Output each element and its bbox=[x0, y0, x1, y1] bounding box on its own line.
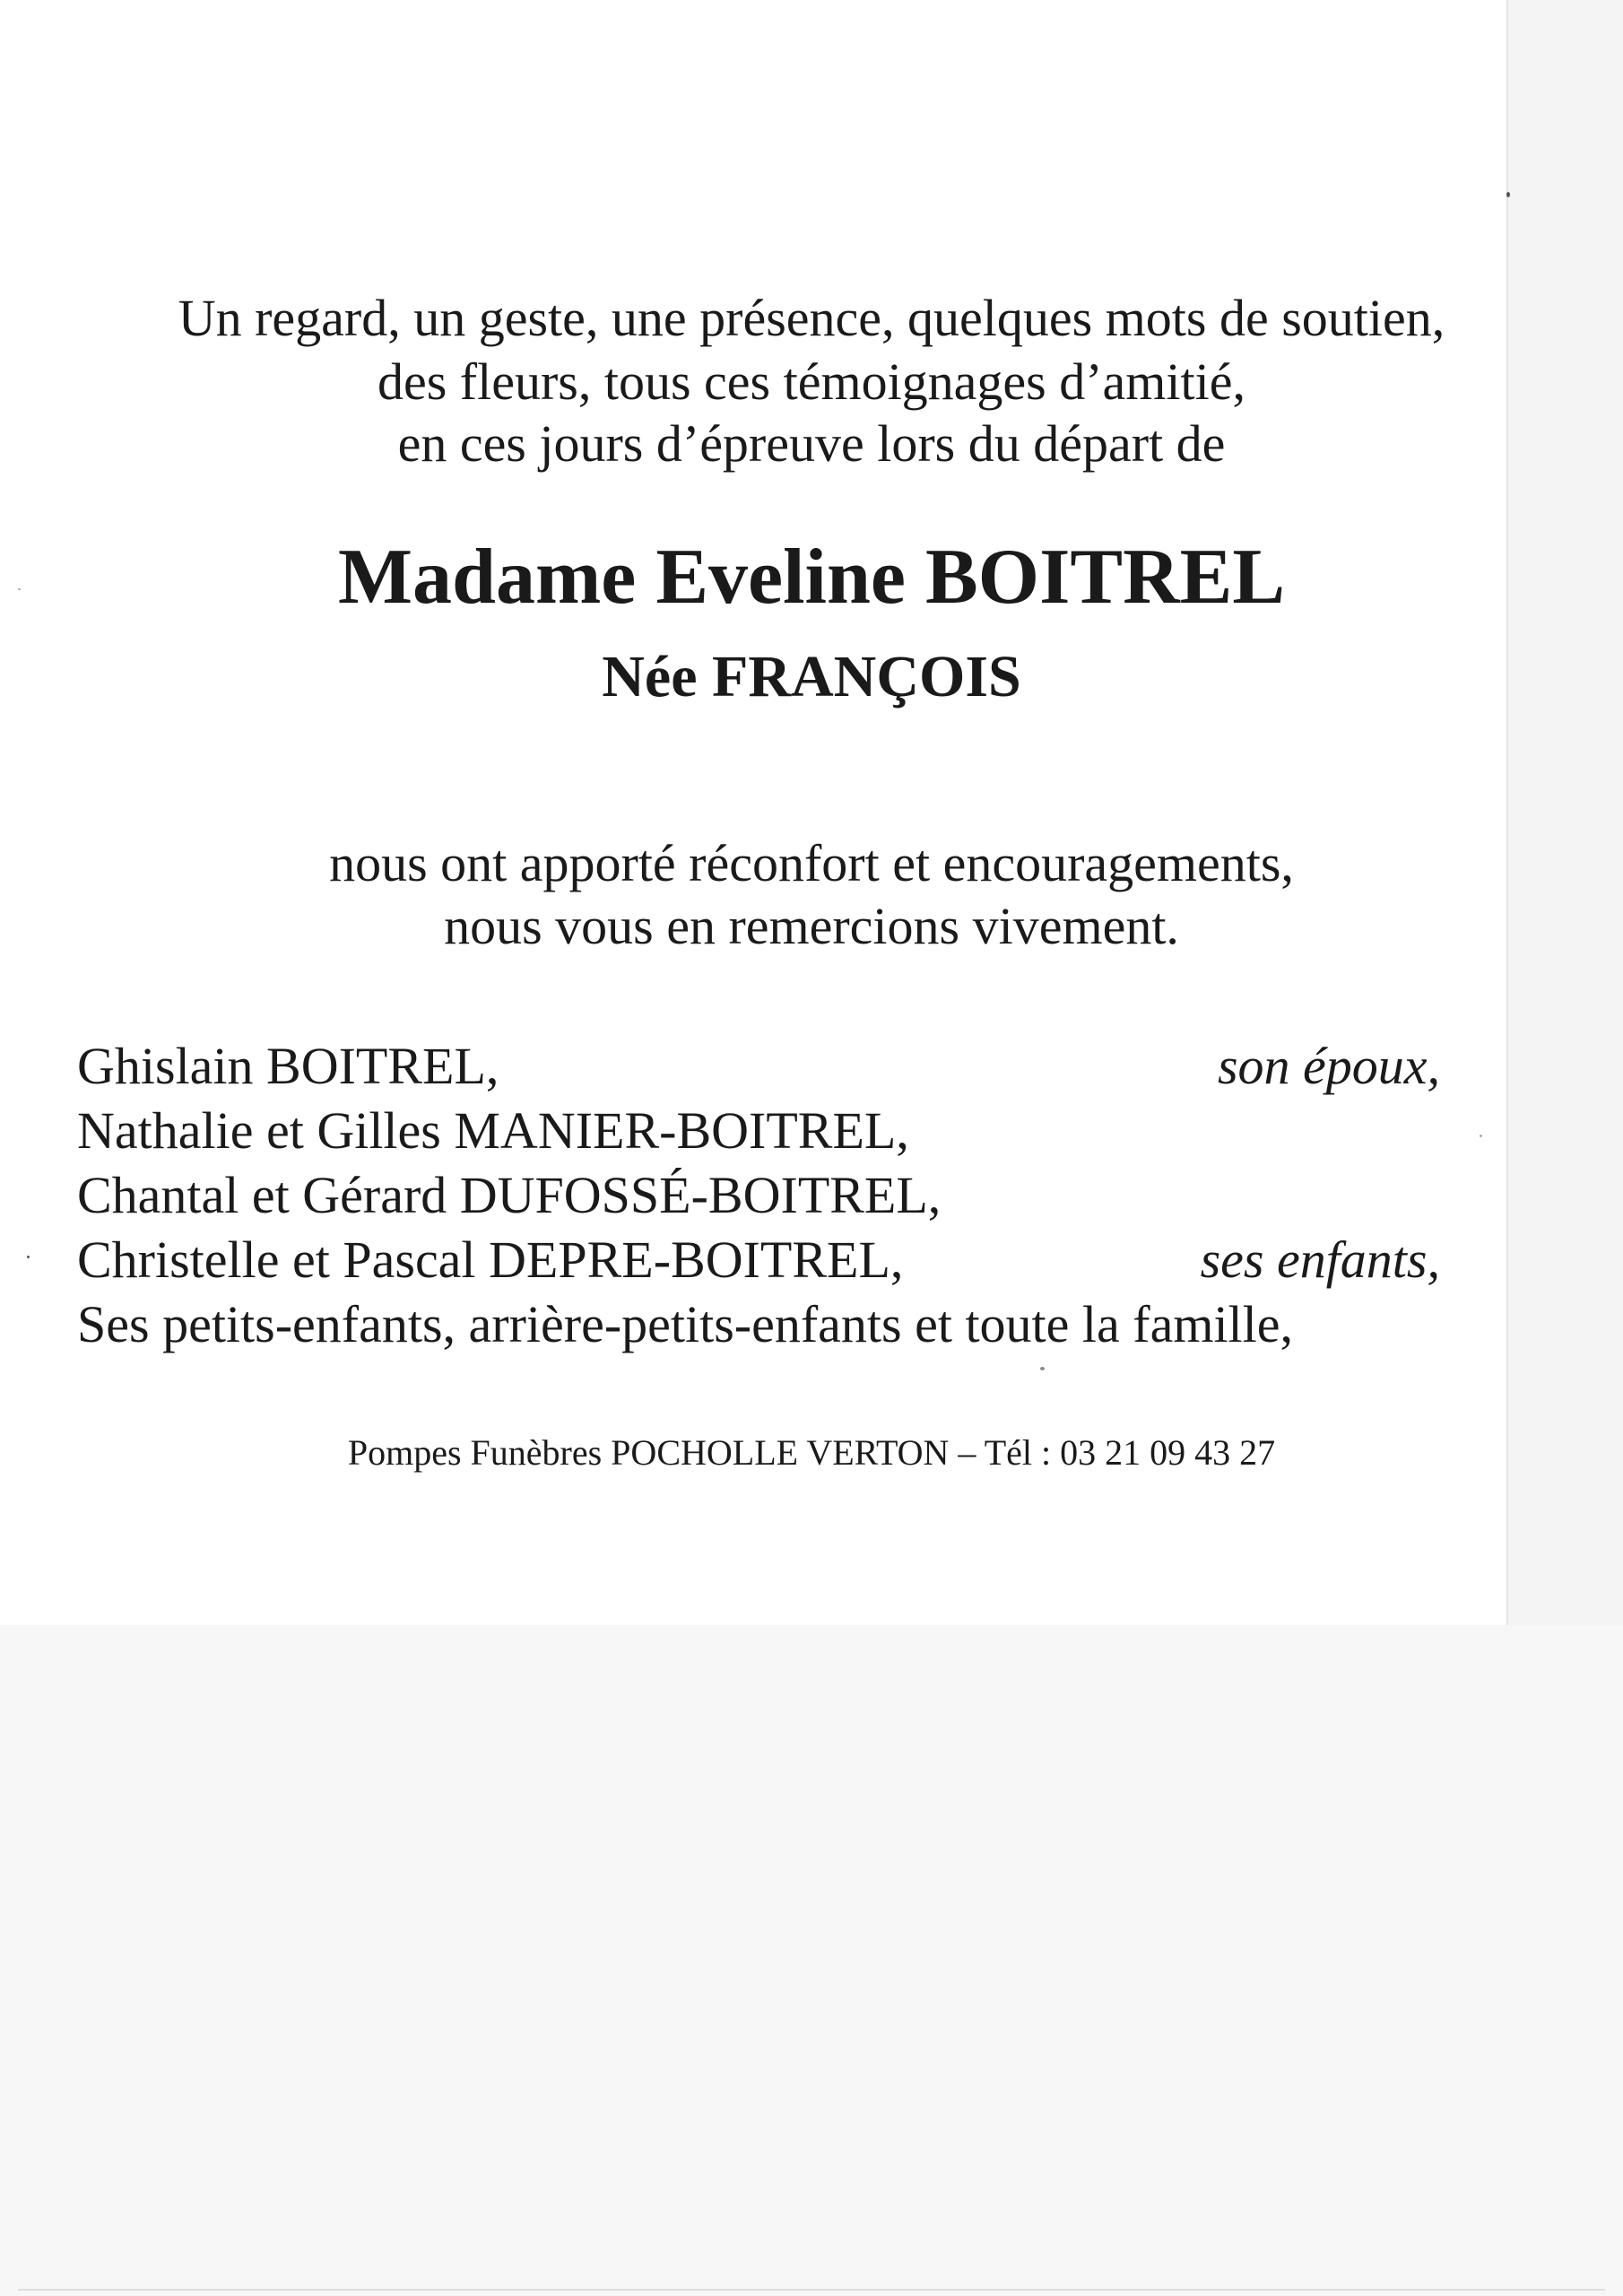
family-role: son époux, bbox=[1217, 1037, 1440, 1095]
maiden-name: Née FRANÇOIS bbox=[602, 644, 1021, 709]
thanks-line-2: nous vous en remercions vivement. bbox=[444, 897, 1179, 955]
family-names: Nathalie et Gilles MANIER-BOITREL, bbox=[77, 1101, 909, 1160]
family-names: Christelle et Pascal DEPRE-BOITREL, bbox=[77, 1231, 904, 1289]
thanks-line-1: nous ont apporté réconfort et encouragements, bbox=[329, 834, 1294, 892]
family-row bbox=[77, 1231, 1440, 1289]
family-row bbox=[77, 1101, 1440, 1160]
scan-speck bbox=[1506, 192, 1510, 197]
family-row bbox=[77, 1295, 1440, 1353]
scan-speck bbox=[18, 588, 21, 590]
scan-background bbox=[0, 1625, 1623, 2296]
family-names: Chantal et Gérard DUFOSSÉ-BOITREL, bbox=[77, 1166, 942, 1224]
family-role: ses enfants, bbox=[1200, 1231, 1440, 1289]
intro-line-3: en ces jours d’épreuve lors du départ de bbox=[397, 414, 1226, 473]
family-row bbox=[77, 1166, 1440, 1224]
card-edge bbox=[1506, 0, 1508, 1625]
family-names: Ghislain BOITREL, bbox=[77, 1037, 499, 1095]
intro-line-1: Un regard, un geste, une présence, quelques mots de soutien, bbox=[178, 289, 1445, 347]
funeral-home-footer: Pompes Funèbres POCHOLLE VERTON – Tél : 03 21 09 43 27 bbox=[347, 1432, 1276, 1473]
intro-line-2: des fleurs, tous ces témoignages d’amitié, bbox=[377, 352, 1246, 411]
deceased-name: Madame Eveline BOITREL bbox=[337, 534, 1286, 621]
family-row bbox=[77, 1037, 1440, 1095]
scan-speck bbox=[1480, 1135, 1482, 1137]
scan-speck bbox=[27, 1256, 30, 1258]
scan-border bbox=[18, 2289, 1605, 2291]
family-names: Ses petits-enfants, arrière-petits-enfants et toute la famille, bbox=[77, 1295, 1294, 1353]
scan-speck bbox=[1040, 1367, 1045, 1370]
